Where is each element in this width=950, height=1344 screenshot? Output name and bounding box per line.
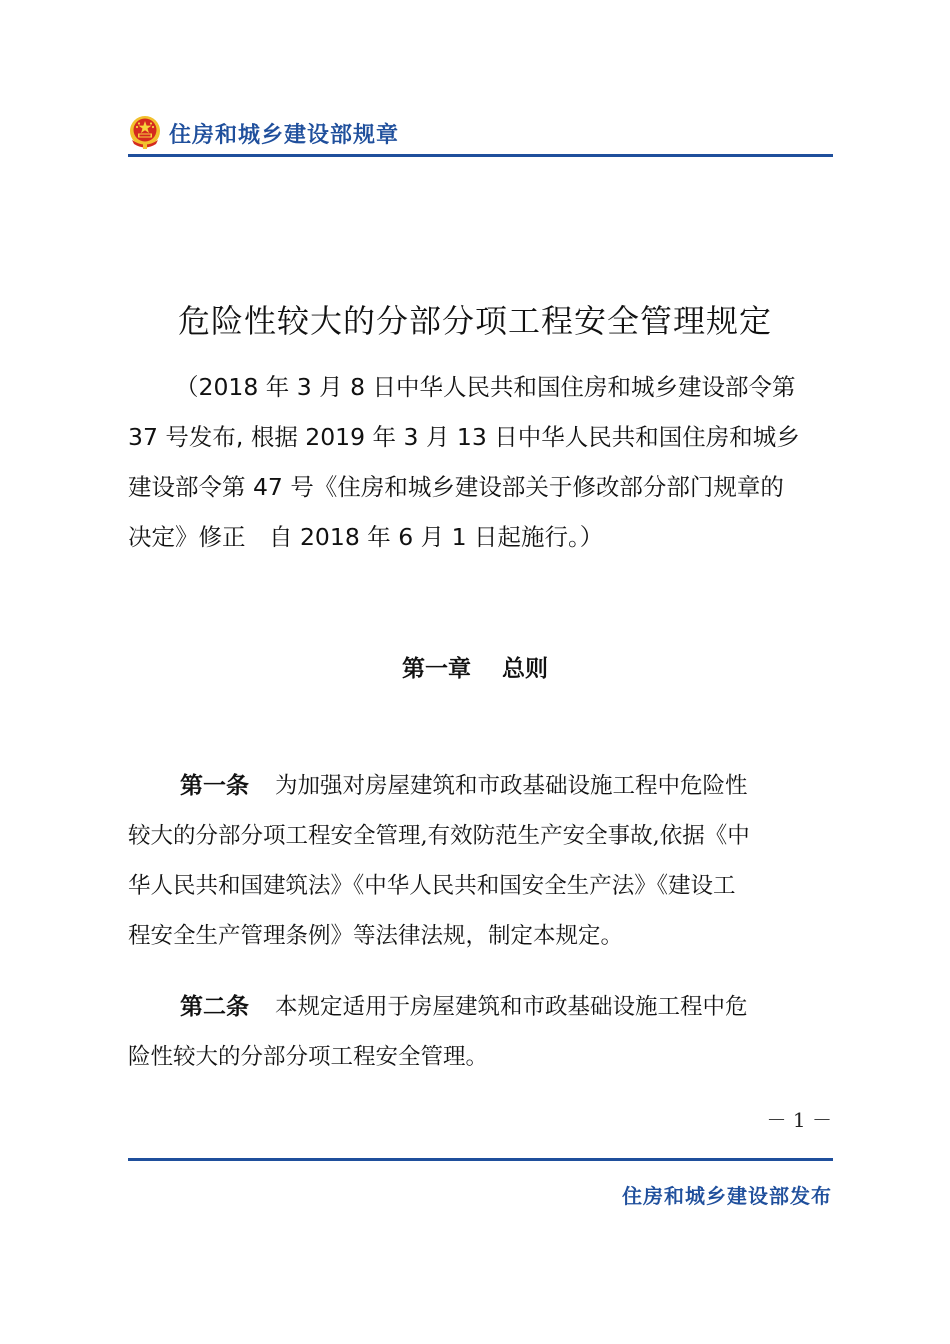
- footer-divider: [128, 1158, 833, 1161]
- article-text: 本规定适用于房屋建筑和市政基础设施工程中危: [275, 994, 748, 1020]
- article-line: 较大的分部分项工程安全管理,有效防范生产安全事故,依据《中: [128, 823, 750, 849]
- document-meta: [128, 362, 833, 562]
- article-line: 程安全生产管理条例》等法律法规，制定本规定。: [128, 923, 624, 949]
- article-line: [128, 982, 833, 1032]
- footer-publisher: 住房和城乡建设部发布: [622, 1184, 832, 1208]
- article-heading: 第一条: [180, 773, 249, 799]
- article-line: [128, 761, 833, 811]
- document-title: 危险性较大的分部分项工程安全管理规定: [177, 302, 772, 340]
- chapter-heading: 第一章 总则: [401, 656, 548, 682]
- article-1: [128, 761, 833, 961]
- article-line: 华人民共和国建筑法》《中华人民共和国安全生产法》《建设工: [128, 873, 736, 899]
- meta-line: 37 号发布, 根据 2019 年 3 月 13 日中华人民共和国住房和城乡: [128, 423, 800, 451]
- page-header: [128, 112, 833, 156]
- header-divider: [128, 154, 833, 157]
- meta-line: （2018 年 3 月 8 日中华人民共和国住房和城乡建设部令第: [175, 373, 796, 401]
- article-text: 为加强对房屋建筑和市政基础设施工程中危险性: [275, 773, 748, 799]
- article-2: [128, 982, 833, 1082]
- meta-line: 建设部令第 47 号《住房和城乡建设部关于修改部分部门规章的: [128, 473, 784, 501]
- article-line: 险性较大的分部分项工程安全管理。: [128, 1044, 489, 1070]
- meta-line: 决定》修正 自 2018 年 6 月 1 日起施行。）: [128, 523, 604, 551]
- article-heading: 第二条: [180, 994, 249, 1020]
- page-number: － 1 －: [766, 1108, 832, 1132]
- header-title: 住房和城乡建设部规章: [169, 123, 400, 148]
- national-emblem-icon: [128, 114, 162, 150]
